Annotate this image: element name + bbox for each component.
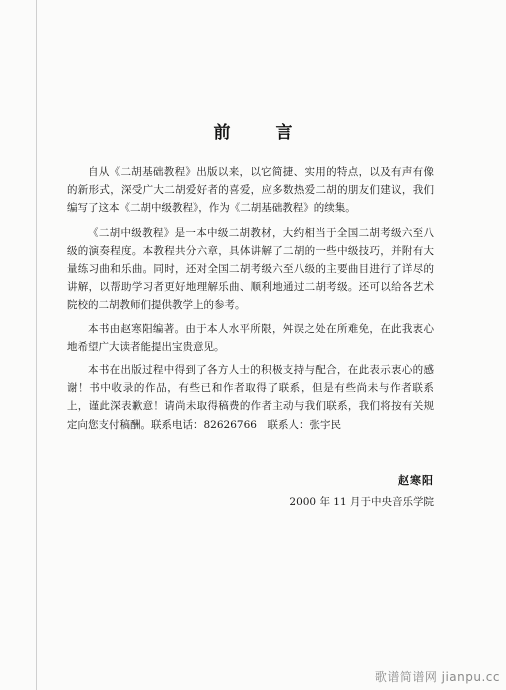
page-title: 前 言 (213, 123, 307, 143)
paragraph-3: 本书由赵寒阳编著。由于本人水平所限，舛误之处在所难免，在此我衷心地希望广大读者能提出宝贵意见。 (67, 322, 434, 353)
paragraph-2: 《二胡中级教程》是一本中级二胡教材，大约相当于全国二胡考级六至八级的演奏程度。本教程共分六章，具体讲解了二胡的一些中级技巧，并附有大量练习曲和乐曲。同时，还对全国二胡考级六至八级的主要曲目进行了详尽的讲解，以帮助学习者更好地理解乐曲、顺利地通过二胡考级。还可以给各艺术院校的二胡教师们提供教学上的参考。 (67, 226, 434, 312)
scan-edge-line (36, 0, 37, 690)
paragraph-4: 本书在出版过程中得到了各方人士的积极支持与配合，在此表示衷心的感谢！书中收录的作品，有些已和作者取得了联系，但是有些尚未与作者联系上，谨此深表歉意！请尚未取得稿费的作者主动与我们联系，我们将按有关规定向您支付稿酬。联系电话：82626766 联系人：张宇民 (67, 364, 434, 431)
preface-body (67, 163, 434, 440)
site-watermark: 歌谱简谱网 jianpu.cc (374, 670, 500, 684)
author-signature: 赵寒阳 (398, 474, 434, 487)
paragraph-1: 自从《二胡基础教程》出版以来，以它简捷、实用的特点，以及有声有像的新形式，深受广大二胡爱好者的喜爱，应多数热爱二胡的朋友们建议，我们编写了这本《二胡中级教程》，作为《二胡基础教程》的续集。 (67, 166, 434, 215)
date-place-line: 2000 年 11 月于中央音乐学院 (289, 496, 434, 508)
